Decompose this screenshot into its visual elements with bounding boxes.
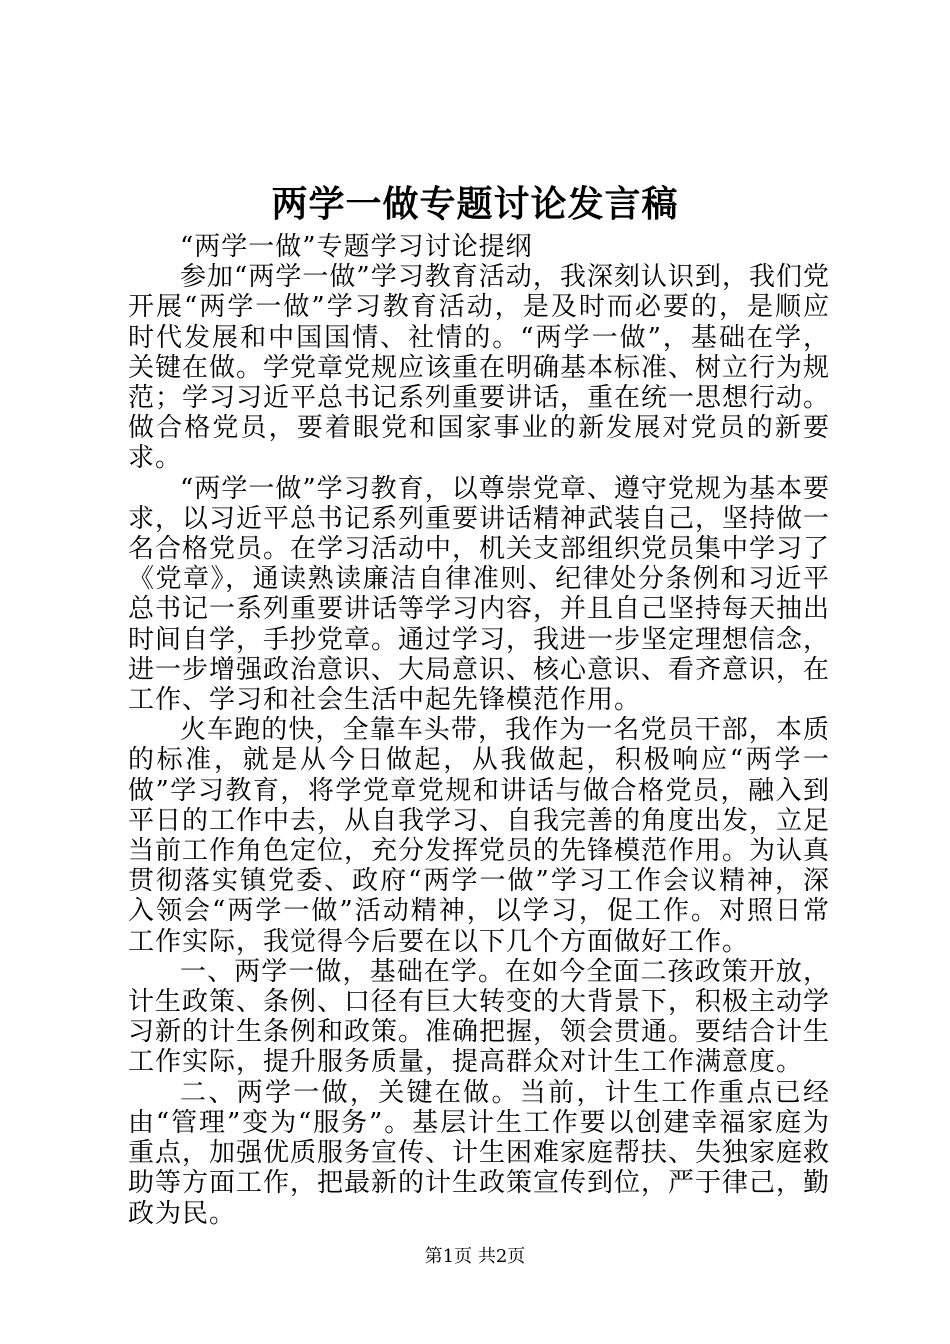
document-title: 两学一做专题讨论发言稿 <box>271 183 679 225</box>
paragraph: 参加“两学一做”学习教育活动，我深刻认识到，我们党开展“两学一做”学习教育活动，是及时而必要的，是顺应时代发展和中国国情、社情的。“两学一做”，基础在学，关键在做。学党章党规应该重在明确基本标准、树立行为规范；学习习近平总书记系列重要讲话，重在统一思想行动。做合格党员，要着眼党和国家事业的新发展对党员的新要求。 <box>128 262 831 474</box>
paragraph: 二、两学一做，关键在做。当前，计生工作重点已经由“管理”变为“服务”。基层计生工作要以创建幸福家庭为重点，加强优质服务宣传、计生困难家庭帮扶、失独家庭救助等方面工作，把最新的计生政策宣传到位，严于律己，勤政为民。 <box>128 1077 831 1229</box>
subtitle-paragraph: “两学一做”专题学习讨论提纲 <box>180 232 533 262</box>
paragraph: “两学一做”学习教育，以尊崇党章、遵守党规为基本要求，以习近平总书记系列重要讲话精神武装自己，坚持做一名合格党员。在学习活动中，机关支部组织党员集中学习了《党章》，通读熟读廉洁自律准则、纪律处分条例和习近平总书记一系列重要讲话等学习内容，并且自己坚持每天抽出时间自学，手抄党章。通过学习，我进一步坚定理想信念，进一步增强政治意识、大局意识、核心意识、看齐意识，在工作、学习和社会生活中起先锋模范作用。 <box>128 473 831 716</box>
page-footer: 第1页 共2页 <box>424 1246 526 1267</box>
paragraph: 火车跑的快，全靠车头带，我作为一名党员干部，本质的标准，就是从今日做起，从我做起，积极响应“两学一做”学习教育，将学党章党规和讲话与做合格党员，融入到平日的工作中去，从自我学习、自我完善的角度出发，立足当前工作角色定位，充分发挥党员的先锋模范作用。为认真贯彻落实镇党委、政府“两学一做”学习工作会议精神，深入领会“两学一做”活动精神，以学习，促工作。对照日常工作实际，我觉得今后要在以下几个方面做好工作。 <box>128 715 831 957</box>
paragraph: 一、两学一做，基础在学。在如今全面二孩政策开放，计生政策、条例、口径有巨大转变的大背景下，积极主动学习新的计生条例和政策。准确把握，领会贯通。要结合计生工作实际，提升服务质量，提高群众对计生工作满意度。 <box>128 956 831 1078</box>
document-body <box>128 232 830 1229</box>
